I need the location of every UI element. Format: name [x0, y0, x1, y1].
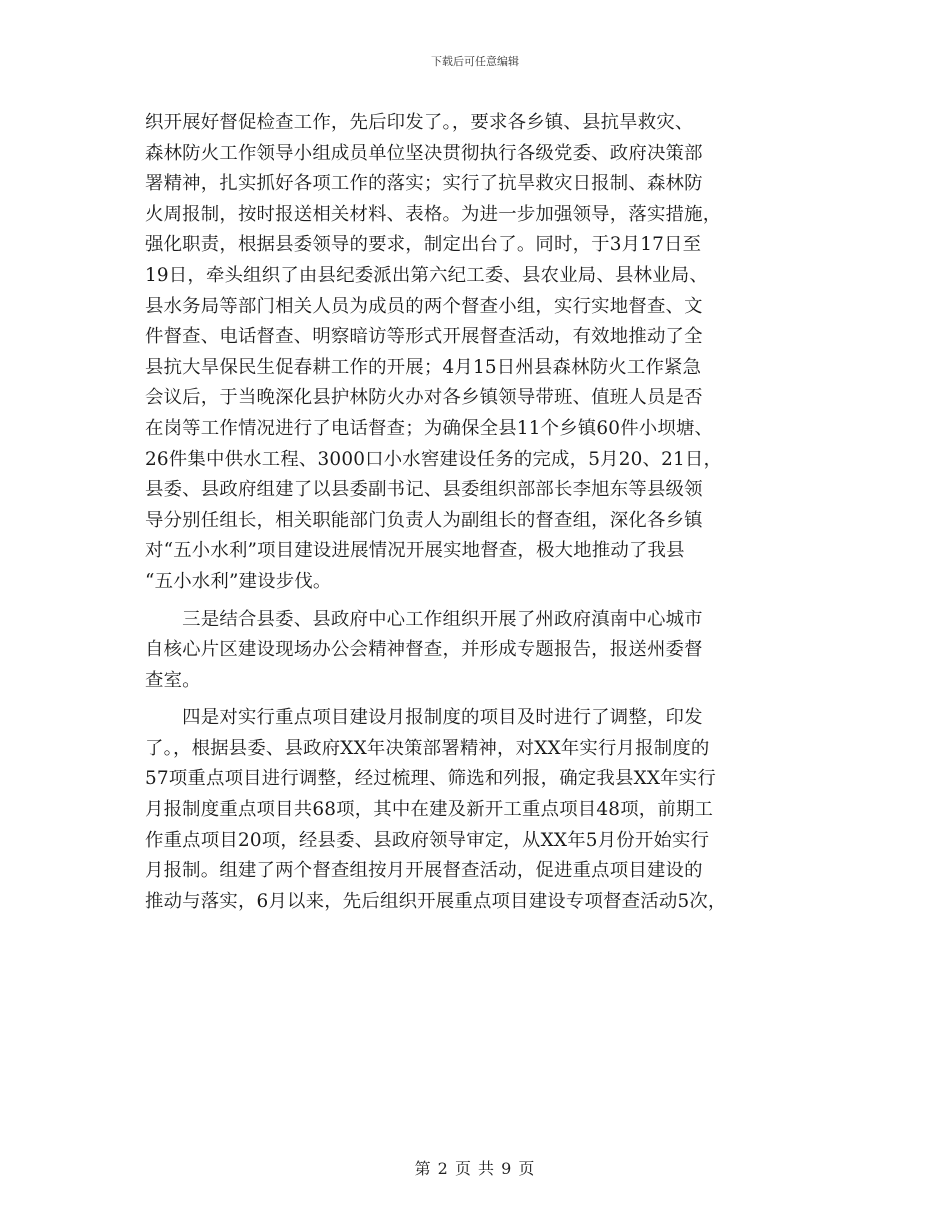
text-line: 了。，根据县委、县政府XX年决策部署精神，对XX年实行月报制度的: [145, 737, 710, 759]
text-line: 作重点项目20项，经县委、县政府领导审定，从XX年5月份开始实行: [145, 829, 710, 851]
paragraph-start-line: 三是结合县委、县政府中心工作组织开展了州政府滇南中心城市: [145, 608, 703, 630]
text-line: 火周报制，按时报送相关材料、表格。为进一步加强领导，落实措施，: [145, 203, 722, 225]
text-line: 19日，牵头组织了由县纪委派出第六纪工委、县农业局、县林业局、: [145, 264, 708, 286]
text-line: 推动与落实，6月以来，先后组织开展重点项目建设专项督查活动5次，: [145, 890, 727, 912]
text-line: 件督查、电话督查、明察暗访等形式开展督查活动，有效地推动了全: [145, 326, 703, 348]
text-line: 县抗大旱保民生促春耕工作的开展；4月15日州县森林防火工作紧急: [145, 356, 702, 378]
text-line: 织开展好督促检查工作，先后印发了。，要求各乡镇、县抗旱救灾、: [145, 112, 694, 133]
text-line: 县委、县政府组建了以县委副书记、县委组织部部长李旭东等县级领: [145, 479, 703, 501]
text-line: 森林防火工作领导小组成员单位坚决贯彻执行各级党委、政府决策部: [145, 142, 703, 164]
text-line: 导分别任组长，相关职能部门负责人为副组长的督查组，深化各乡镇: [145, 509, 703, 531]
text-line: 57项重点项目进行调整，经过梳理、筛选和列报，确定我县XX年实行: [145, 768, 716, 790]
text-line: 县水务局等部门相关人员为成员的两个督查小组，实行实地督查、文: [145, 295, 703, 317]
page-header: 下载后可任意编辑: [431, 55, 519, 68]
text-line: 会议后，于当晚深化县护林防火办对各乡镇领导带班、值班人员是否: [145, 387, 703, 409]
text-line: 26件集中供水工程、3000口小水窖建设任务的完成，5月20、21日，: [145, 448, 723, 470]
text-line: 强化职责，根据县委领导的要求，制定出台了。同时，于3月17日至: [145, 234, 702, 256]
text-line: “五小水利”建设步伐。: [145, 570, 332, 592]
text-line: 在岗等工作情况进行了电话督查；为确保全县11个乡镇60件小坝塘、: [145, 417, 714, 439]
document-body: [145, 108, 817, 917]
paragraph-start-line: 四是对实行重点项目建设月报制度的项目及时进行了调整，印发: [145, 707, 703, 729]
text-line: 月报制度重点项目共68项，其中在建及新开工重点项目48项，前期工: [145, 799, 714, 821]
text-line: 查室。: [145, 669, 201, 691]
page-footer: 第 2 页 共 9 页: [414, 1159, 536, 1178]
text-line: 月报制。组建了两个督查组按月开展督查活动，促进重点项目建设的: [145, 860, 703, 882]
text-line: 署精神，扎实抓好各项工作的落实；实行了抗旱救灾日报制、森林防: [145, 173, 703, 195]
text-line: 对“五小水利”项目建设进展情况开展实地督查，极大地推动了我县: [145, 540, 685, 562]
text-line: 自核心片区建设现场办公会精神督查，并形成专题报告，报送州委督: [145, 639, 703, 661]
